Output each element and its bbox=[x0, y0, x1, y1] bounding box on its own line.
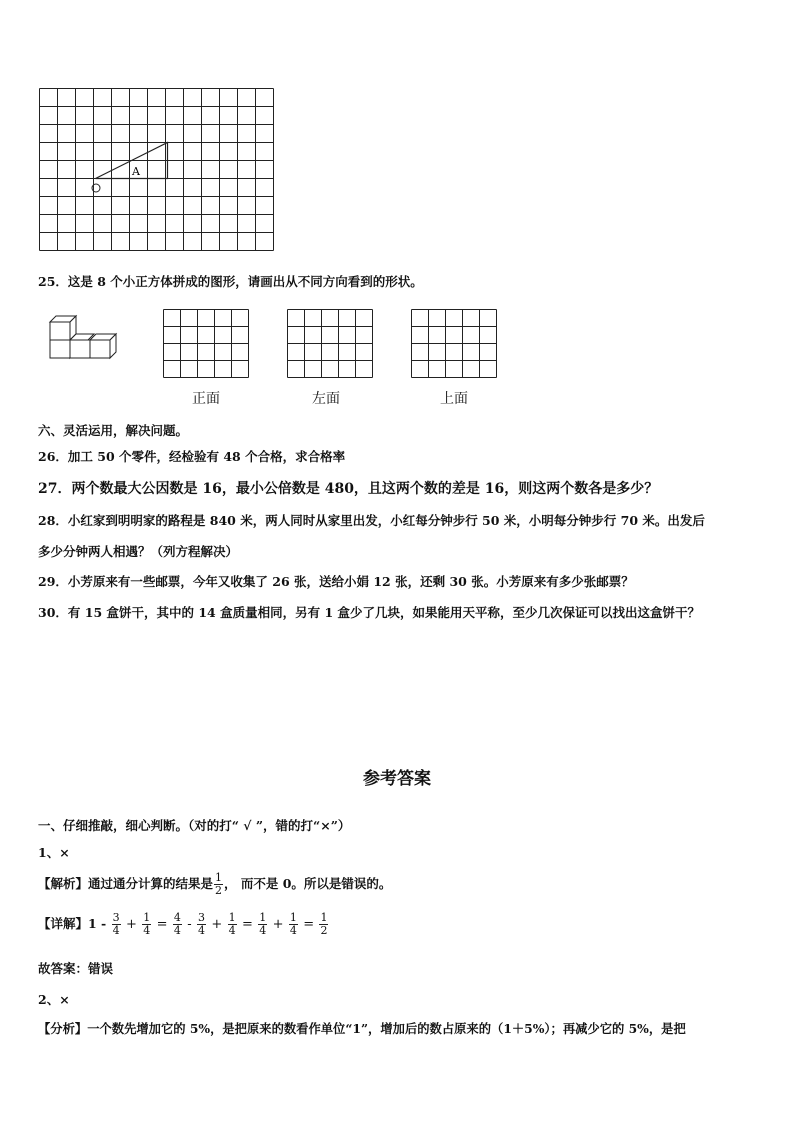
detail-fraction: $\frac{1}{4}$ bbox=[143, 911, 151, 937]
detail-fraction: $\frac{1}{4}$ bbox=[289, 911, 297, 937]
fraction-one-half: $\frac{1}{2}$ bbox=[215, 871, 223, 897]
detail-fraction: $\frac{1}{4}$ bbox=[228, 911, 236, 937]
detail-fraction: $\frac{1}{4}$ bbox=[259, 911, 267, 937]
coordinate-grid-figure bbox=[39, 88, 277, 252]
top-view-grid bbox=[411, 309, 499, 378]
detail-operator: = bbox=[156, 917, 168, 932]
left-view-label: 左面 bbox=[312, 391, 340, 407]
detail-fraction: $\frac{3}{4}$ bbox=[112, 911, 120, 937]
detail-fraction: $\frac{1}{2}$ bbox=[320, 911, 328, 937]
question-25: 25．这是 8 个小正方体拼成的图形，请画出从不同方向看到的形状。 bbox=[38, 274, 423, 289]
detail-fraction: $\frac{3}{4}$ bbox=[197, 911, 205, 937]
analysis-text-post: ， 而不是 0。所以是错误的。 bbox=[224, 876, 392, 891]
detail-operator: = bbox=[303, 917, 315, 932]
answer-1-analysis bbox=[38, 872, 391, 897]
answers-title: 参考答案 bbox=[363, 769, 431, 789]
question-29: 29．小芳原来有一些邮票，今年又收集了 26 张，送给小娟 12 张，还剩 30 张。小芳原来有多少张邮票？ bbox=[38, 574, 634, 589]
answer-2-analysis: 【分析】一个数先增加它的 5%，是把原来的数看作单位“1”，增加后的数占原来的（1＋5%）；再减少它的 5%，是把 bbox=[38, 1021, 686, 1036]
question-26: 26．加工 50 个零件，经检验有 48 个合格，求合格率 bbox=[38, 449, 346, 464]
answer-2-head: 2、× bbox=[38, 992, 70, 1007]
question-30: 30．有 15 盒饼干，其中的 14 盒质量相同，另有 1 盒少了几块，如果能用天平称，至少几次保证可以找出这盒饼干？ bbox=[38, 605, 700, 620]
question-27: 27．两个数最大公因数是 16，最小公倍数是 480，且这两个数的差是 16，则这两个数各是多少？ bbox=[38, 481, 659, 497]
answer-1-result: 故答案：错误 bbox=[38, 961, 114, 976]
section-6-title: 六、灵活运用，解决问题。 bbox=[38, 423, 189, 438]
detail-operator: + bbox=[272, 917, 284, 932]
analysis-text-pre: 【解析】通过通分计算的结果是 bbox=[38, 876, 214, 891]
triangle-label: A bbox=[132, 165, 140, 178]
top-view-label: 上面 bbox=[440, 391, 468, 407]
front-view-grid bbox=[163, 309, 251, 378]
question-28-line2: 多少分钟两人相遇？（列方程解决） bbox=[38, 544, 239, 559]
answer-1-detail bbox=[38, 912, 329, 937]
detail-operator: - bbox=[187, 917, 192, 932]
detail-label: 【详解】1 - bbox=[38, 916, 107, 931]
detail-operator: = bbox=[241, 917, 253, 932]
front-view-label: 正面 bbox=[192, 391, 220, 407]
answers-section-1: 一、仔细推敲，细心判断。（对的打“ √ ”，错的打“×”） bbox=[38, 818, 351, 833]
question-28-line1: 28．小红家到明明家的路程是 840 米，两人同时从家里出发，小红每分钟步行 50 米，小明每分钟步行 70 米。出发后 bbox=[38, 513, 705, 528]
answer-1-head: 1、× bbox=[38, 845, 70, 860]
detail-fraction: $\frac{4}{4}$ bbox=[173, 911, 181, 937]
cube-stack-figure bbox=[44, 312, 126, 372]
detail-operator: + bbox=[125, 917, 137, 932]
detail-operator: + bbox=[211, 917, 223, 932]
left-view-grid bbox=[287, 309, 375, 378]
